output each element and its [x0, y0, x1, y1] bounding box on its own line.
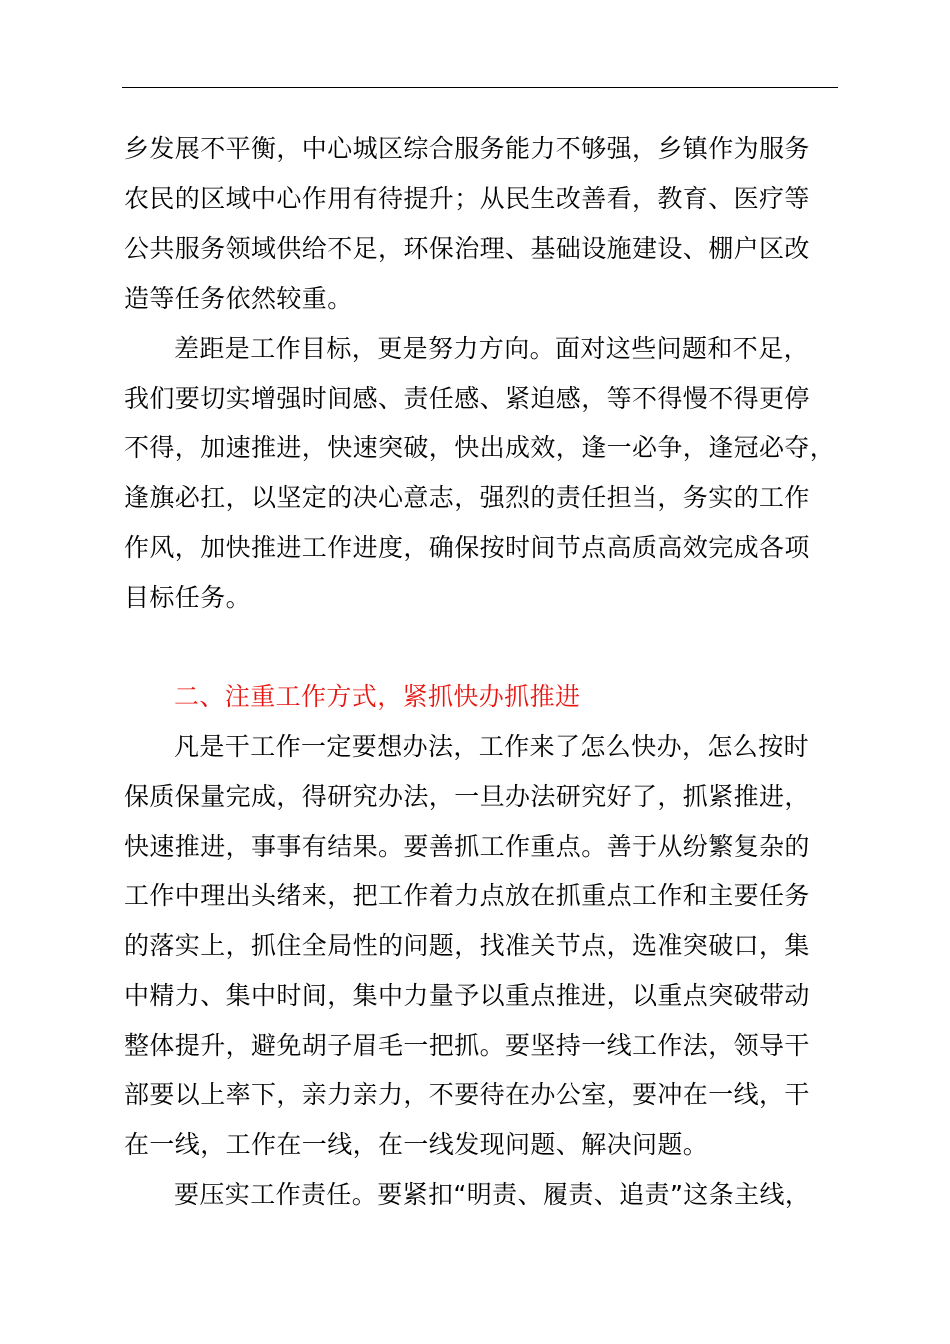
- body-line: 工作中理出头绪来，把工作着力点放在抓重点工作和主要任务: [124, 881, 810, 910]
- body-line: 造等任务依然较重。: [124, 284, 353, 313]
- body-line: 目标任务。: [124, 583, 252, 612]
- body-line: 整体提升，避免胡子眉毛一把抓。要坚持一线工作法，领导干: [124, 1031, 810, 1060]
- body-line: 作风，加快推进工作进度，确保按时间节点高质高效完成各项: [124, 533, 810, 562]
- body-line: 的落实上，抓住全局性的问题，找准关节点，选准突破口，集: [124, 931, 810, 960]
- header-rule: [122, 87, 838, 88]
- body-line: 在一线，工作在一线，在一线发现问题、解决问题。: [124, 1130, 709, 1159]
- section-heading: 二、注重工作方式，紧抓快办抓推进: [174, 682, 581, 711]
- body-line: 逢旗必扛，以坚定的决心意志，强烈的责任担当，务实的工作: [124, 483, 810, 512]
- body-line: 保质保量完成，得研究办法，一旦办法研究好了，抓紧推进，: [124, 782, 810, 811]
- paragraph-first-line: 差距是工作目标，更是努力方向。面对这些问题和不足，: [174, 334, 810, 363]
- body-line: 快速推进，事事有结果。要善抓工作重点。善于从纷繁复杂的: [124, 832, 810, 861]
- body-line: 农民的区域中心作用有待提升；从民生改善看，教育、医疗等: [124, 184, 810, 213]
- body-line: 不得，加速推进，快速突破，快出成效，逢一必争，逢冠必夺，: [124, 433, 836, 462]
- paragraph-first-line: 要压实工作责任。要紧扣“明责、履责、追责”这条主线，: [174, 1180, 811, 1209]
- body-line: 部要以上率下，亲力亲力，不要待在办公室，要冲在一线，干: [124, 1080, 810, 1109]
- body-line: 公共服务领域供给不足，环保治理、基础设施建设、棚户区改: [124, 234, 810, 263]
- body-line: 乡发展不平衡，中心城区综合服务能力不够强，乡镇作为服务: [124, 134, 810, 163]
- body-line: 我们要切实增强时间感、责任感、紧迫感，等不得慢不得更停: [124, 384, 810, 413]
- body-line: 中精力、集中时间，集中力量予以重点推进，以重点突破带动: [124, 981, 810, 1010]
- paragraph-first-line: 凡是干工作一定要想办法，工作来了怎么快办，怎么按时: [174, 732, 810, 761]
